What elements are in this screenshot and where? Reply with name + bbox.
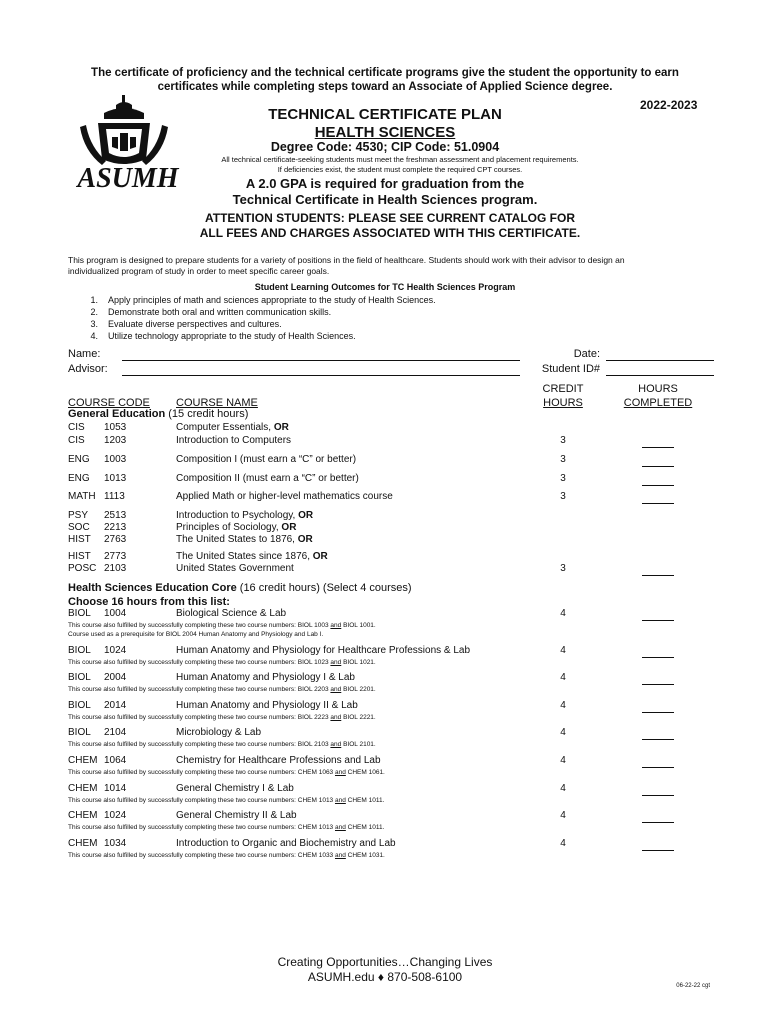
course-subject: ENG — [68, 473, 90, 484]
hours-completed-field[interactable] — [642, 822, 674, 823]
hours-completed-field[interactable] — [642, 447, 674, 448]
course-number: 2104 — [104, 727, 127, 738]
course-name: The United States since 1876, OR — [176, 551, 328, 562]
name-label: Name: — [68, 348, 101, 360]
gpa-line: Technical Certificate in Health Sciences program. — [232, 192, 538, 207]
gpa-requirement — [205, 176, 565, 208]
course-subject: CHEM — [68, 838, 98, 849]
outcome-number: 2. — [90, 307, 98, 317]
course-note: This course also fulfilled by successfully completing these two course numbers: BIOL 1003 and BIOL 1001. — [68, 622, 376, 629]
course-code-header: COURSE CODE — [68, 397, 150, 409]
course-number: 2213 — [104, 522, 127, 533]
course-note: This course also fulfilled by successfully completing these two course numbers: BIOL 2223 and BIOL 2221. — [68, 714, 376, 721]
slo-title: Student Learning Outcomes for TC Health Sciences Program — [254, 282, 516, 292]
course-number: 1024 — [104, 645, 127, 656]
asumh-logo — [66, 95, 192, 191]
name-field[interactable] — [122, 360, 520, 361]
attention-line: ALL FEES AND CHARGES ASSOCIATED WITH THIS CERTIFICATE. — [199, 226, 581, 240]
footer-contact: ASUMH.edu ♦ 870-508-6100 — [307, 970, 463, 984]
course-name: Composition II (must earn a “C” or better) — [176, 473, 359, 484]
course-number: 1113 — [104, 491, 125, 502]
course-name: Biological Science & Lab — [176, 608, 287, 619]
credit-hours: 4 — [560, 672, 566, 683]
credit-hours: 4 — [560, 838, 566, 849]
plan-title: TECHNICAL CERTIFICATE PLAN — [268, 106, 502, 123]
course-subject: HIST — [68, 551, 91, 562]
course-note: This course also fulfilled by successfully completing these two course numbers: BIOL 1023 and BIOL 1021. — [68, 659, 376, 666]
completed-header: COMPLETED — [623, 397, 693, 409]
hours-completed-field[interactable] — [642, 739, 674, 740]
intro-line: The certificate of proficiency and the technical certificate programs give the student the opportunity to earn — [91, 67, 679, 79]
course-number: 2763 — [104, 534, 127, 545]
credit-hours: 4 — [560, 727, 566, 738]
course-note: This course also fulfilled by successfully completing these two course numbers: BIOL 2203 and BIOL 2201. — [68, 686, 376, 693]
outcome-text: Demonstrate both oral and written communication skills. — [108, 307, 332, 317]
hours-completed-field[interactable] — [642, 850, 674, 851]
course-name: United States Government — [176, 563, 294, 574]
course-number: 1003 — [104, 454, 127, 465]
course-subject: CHEM — [68, 755, 98, 766]
outcome-text: Evaluate diverse perspectives and cultures. — [108, 319, 282, 329]
course-note: This course also fulfilled by successfully completing these two course numbers: CHEM 1013 and CHEM 1011. — [68, 824, 385, 831]
attention-notice — [140, 211, 640, 241]
credit-header: CREDIT — [542, 383, 584, 395]
hours-completed-field[interactable] — [642, 466, 674, 467]
course-subject: ENG — [68, 454, 90, 465]
credit-hours: 4 — [560, 700, 566, 711]
hours-completed-field[interactable] — [642, 712, 674, 713]
course-name-header: COURSE NAME — [176, 397, 258, 409]
outcome-number: 4. — [90, 331, 98, 341]
course-name: Microbiology & Lab — [176, 727, 262, 738]
course-name: Human Anatomy and Physiology I & Lab — [176, 672, 355, 683]
course-name: Composition I (must earn a “C” or better) — [176, 454, 357, 465]
course-name: Computer Essentials, OR — [176, 422, 289, 433]
course-subject: BIOL — [68, 700, 91, 711]
hours-completed-field[interactable] — [642, 795, 674, 796]
gpa-line: A 2.0 GPA is required for graduation from the — [245, 176, 525, 191]
course-note: This course also fulfilled by successfully completing these two course numbers: CHEM 1013 and CHEM 1011. — [68, 797, 385, 804]
credit-hours-header: HOURS — [543, 397, 583, 409]
general-education-heading — [68, 408, 248, 420]
svg-text:ASUMH: ASUMH — [77, 163, 179, 191]
intro-text — [60, 66, 710, 94]
course-subject: HIST — [68, 534, 91, 545]
credit-hours: 4 — [560, 645, 566, 656]
course-number: 1203 — [104, 435, 127, 446]
footer-slogan: Creating Opportunities…Changing Lives — [277, 955, 493, 969]
course-note: Course used as a prerequisite for BIOL 2004 Human Anatomy and Physiology and Lab I. — [68, 631, 324, 638]
credit-hours: 3 — [560, 473, 566, 484]
course-subject: POSC — [68, 563, 97, 574]
date-field[interactable] — [606, 360, 714, 361]
revision-stamp: 06-22-22 cgt — [676, 983, 710, 989]
attention-line: ATTENTION STUDENTS: PLEASE SEE CURRENT CATALOG FOR — [204, 211, 575, 225]
credit-hours: 3 — [560, 435, 566, 446]
asumh-seal-icon — [66, 95, 192, 191]
course-number: 1024 — [104, 810, 127, 821]
outcome-text: Apply principles of math and sciences appropriate to the study of Health Sciences. — [108, 295, 436, 305]
course-number: 2004 — [104, 672, 127, 683]
course-number: 1004 — [104, 608, 127, 619]
course-number: 2103 — [104, 563, 127, 574]
course-number: 1034 — [104, 838, 127, 849]
credit-hours: 3 — [560, 563, 566, 574]
hours-completed-field[interactable] — [642, 657, 674, 658]
advisor-label: Advisor: — [68, 363, 108, 375]
intro-line: certificates while completing steps toward an Associate of Applied Science degree. — [157, 81, 613, 93]
course-subject: PSY — [68, 510, 89, 521]
credit-hours: 3 — [560, 454, 566, 465]
course-name: Principles of Sociology, OR — [176, 522, 297, 533]
course-number: 2513 — [104, 510, 127, 521]
student-id-field[interactable] — [606, 375, 714, 376]
program-line: This program is designed to prepare students for a variety of positions in the field of healthcare. Students should work with their advisor to design an — [68, 255, 625, 265]
academic-year: 2022-2023 — [640, 98, 698, 112]
course-name: Human Anatomy and Physiology for Healthcare Professions & Lab — [176, 645, 471, 656]
course-subject: BIOL — [68, 645, 91, 656]
program-description — [68, 255, 708, 277]
section-hours: (16 credit hours) (Select 4 courses) — [239, 582, 412, 594]
course-subject: BIOL — [68, 608, 91, 619]
outcome-number: 3. — [90, 319, 98, 329]
hours-completed-field[interactable] — [642, 485, 674, 486]
credit-hours: 4 — [560, 755, 566, 766]
course-subject: CHEM — [68, 810, 98, 821]
outcome-number: 1. — [90, 295, 98, 305]
section-title: Health Sciences Education Core — [68, 582, 237, 594]
credit-hours: 3 — [560, 491, 566, 502]
student-id-label: Student ID# — [541, 363, 600, 375]
assessment-note: All technical certificate-seeking students must meet the freshman assessment and placement requirements. — [221, 155, 579, 164]
hours-completed-field[interactable] — [642, 767, 674, 768]
outcome-text: Utilize technology appropriate to the study of Health Sciences. — [108, 331, 356, 341]
course-subject: CIS — [68, 435, 85, 446]
hours-completed-field[interactable] — [642, 503, 674, 504]
course-name: Introduction to Organic and Biochemistry and Lab — [176, 838, 396, 849]
date-label: Date: — [573, 348, 600, 360]
course-note: This course also fulfilled by successfully completing these two course numbers: CHEM 1033 and CHEM 1031. — [68, 852, 385, 859]
hours-header: HOURS — [638, 383, 678, 395]
hours-completed-field[interactable] — [642, 684, 674, 685]
core-choose-label: Choose 16 hours from this list: — [68, 596, 230, 608]
credit-hours: 4 — [560, 608, 566, 619]
course-name: The United States to 1876, OR — [176, 534, 313, 545]
course-name: Introduction to Psychology, OR — [176, 510, 314, 521]
program-line: individualized program of study in order to meet specific career goals. — [68, 266, 330, 276]
course-subject: CIS — [68, 422, 85, 433]
course-subject: MATH — [68, 491, 96, 502]
section-title: General Education — [68, 408, 166, 420]
course-subject: CHEM — [68, 783, 98, 794]
section-hours: (15 credit hours) — [168, 408, 249, 420]
program-title: HEALTH SCIENCES — [314, 124, 456, 141]
course-number: 1053 — [104, 422, 127, 433]
core-heading — [68, 582, 412, 594]
course-note: This course also fulfilled by successfully completing these two course numbers: BIOL 2103 and BIOL 2101. — [68, 741, 376, 748]
course-name: Applied Math or higher-level mathematics course — [176, 491, 393, 502]
course-name: Introduction to Computers — [176, 435, 292, 446]
credit-hours: 4 — [560, 810, 566, 821]
course-number: 2014 — [104, 700, 127, 711]
course-number: 1013 — [104, 473, 127, 484]
course-name: General Chemistry II & Lab — [176, 810, 297, 821]
credit-hours: 4 — [560, 783, 566, 794]
course-note: This course also fulfilled by successfully completing these two course numbers: CHEM 1063 and CHEM 1061. — [68, 769, 385, 776]
course-subject: BIOL — [68, 727, 91, 738]
course-subject: BIOL — [68, 672, 91, 683]
assessment-note: If deficiencies exist, the student must complete the required CPT courses. — [277, 165, 523, 174]
course-name: Human Anatomy and Physiology II & Lab — [176, 700, 358, 711]
advisor-field[interactable] — [122, 375, 520, 376]
course-number: 1014 — [104, 783, 127, 794]
course-number: 1064 — [104, 755, 127, 766]
hours-completed-field[interactable] — [642, 575, 674, 576]
degree-code: Degree Code: 4530; CIP Code: 51.0904 — [270, 140, 500, 154]
hours-completed-field[interactable] — [642, 620, 674, 621]
course-subject: SOC — [68, 522, 90, 533]
course-name: Chemistry for Healthcare Professions and Lab — [176, 755, 381, 766]
course-number: 2773 — [104, 551, 127, 562]
course-name: General Chemistry I & Lab — [176, 783, 294, 794]
